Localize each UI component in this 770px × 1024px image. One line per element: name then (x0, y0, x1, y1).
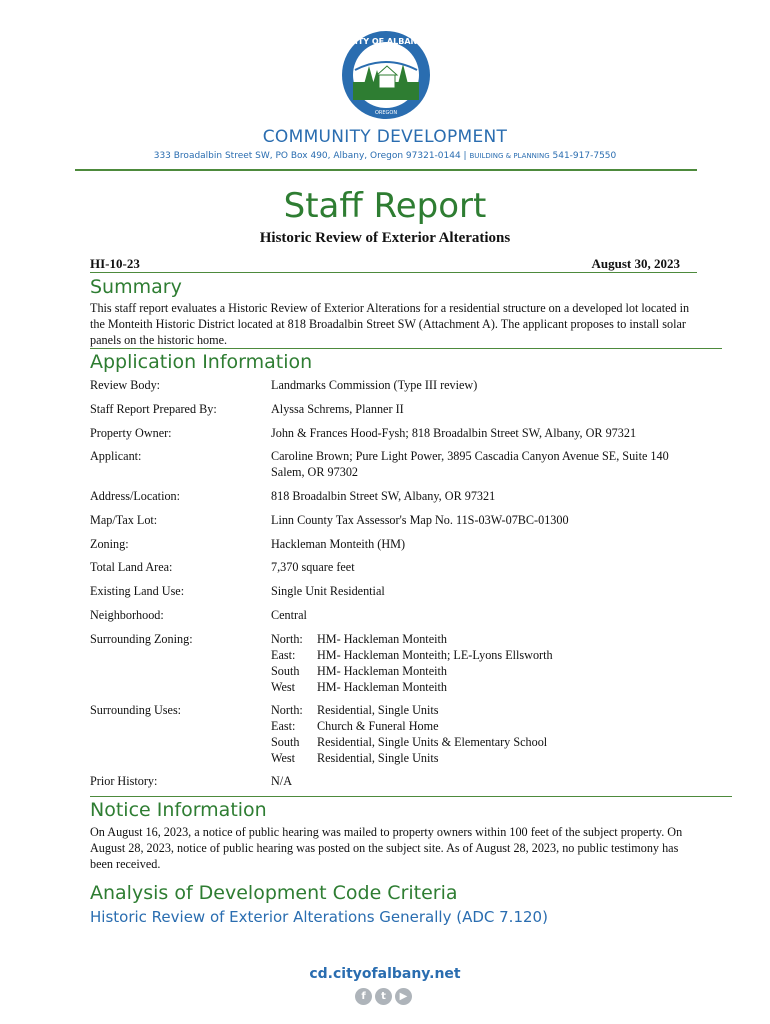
info-label: Surrounding Uses: (90, 703, 182, 717)
analysis-heading: Analysis of Development Code Criteria (90, 882, 458, 904)
info-value: Alyssa Schrems, Planner II (271, 402, 404, 416)
info-value (271, 631, 691, 695)
summary-heading: Summary (90, 276, 182, 298)
report-date: August 30, 2023 (591, 256, 680, 271)
info-label: Staff Report Prepared By: (90, 402, 217, 416)
notice-heading: Notice Information (90, 799, 267, 821)
address-small: BUILDING & PLANNING (469, 152, 550, 160)
info-value: Hackleman Monteith (HM) (271, 537, 406, 551)
info-label: Zoning: (90, 537, 129, 551)
summary-text: This staff report evaluates a Historic Review of Exterior Alterations for a residential structure on a developed lot located in the Monteith Historic District located at 818 Broadalbin Street SW (Attachment A). The applicant proposes to install solar panels on the historic home. (90, 301, 690, 347)
info-value: Central (271, 608, 307, 622)
summary-divider (90, 348, 722, 349)
info-value (271, 702, 691, 766)
seal-top-text: CITY OF ALBANY (349, 37, 423, 46)
notice-text: On August 16, 2023, a notice of public hearing was mailed to property owners within 100 feet of the subject property. On August 28, 2023, notice of public hearing was posted on the subject site. As of August 28, 2023, no public testimony has been received. (90, 825, 683, 871)
phone-number: 541-917-7550 (549, 151, 617, 161)
zoning-east: East: HM- Hackleman Monteith; LE-Lyons Ellsworth (271, 648, 553, 662)
info-value: N/A (271, 774, 292, 788)
info-value: 7,370 square feet (271, 560, 355, 574)
footer-website-link[interactable]: cd.cityofalbany.net (309, 966, 461, 982)
info-value: 818 Broadalbin Street SW, Albany, OR 97321 (271, 489, 496, 503)
seal-bottom-text: OREGON (374, 110, 398, 116)
address-main: 333 Broadalbin Street SW, PO Box 490, Albany, Oregon 97321-0144 | (153, 151, 470, 161)
info-label: Surrounding Zoning: (90, 632, 193, 646)
info-label: Existing Land Use: (90, 584, 185, 598)
case-number: HI-10-23 (90, 256, 140, 271)
header-divider (75, 169, 697, 171)
youtube-icon[interactable]: ▶ (395, 988, 412, 1005)
info-value: John & Frances Hood-Fysh; 818 Broadalbin Street SW, Albany, OR 97321 (271, 426, 637, 440)
info-label: Review Body: (90, 378, 161, 392)
info-label: Map/Tax Lot: (90, 513, 158, 527)
analysis-subheading: Historic Review of Exterior Alterations Generally (ADC 7.120) (90, 908, 548, 926)
title-divider (90, 272, 697, 273)
zoning-north: North: HM- Hackleman Monteith (271, 632, 447, 646)
info-value: Single Unit Residential (271, 584, 385, 598)
uses-east: East: Church & Funeral Home (271, 719, 439, 733)
info-value: Landmarks Commission (Type III review) (271, 378, 478, 392)
zoning-south: South HM- Hackleman Monteith (271, 664, 447, 678)
uses-north: North: Residential, Single Units (271, 703, 439, 717)
zoning-west: West HM- Hackleman Monteith (271, 680, 447, 694)
report-title: Staff Report (283, 186, 487, 226)
info-label: Neighborhood: (90, 608, 164, 622)
info-value: Caroline Brown; Pure Light Power, 3895 Cascadia Canyon Avenue SE, Suite 140 Salem, OR 97302 (271, 449, 669, 479)
info-label: Address/Location: (90, 489, 181, 503)
facebook-icon[interactable]: f (355, 988, 372, 1005)
info-label: Property Owner: (90, 426, 172, 440)
uses-south: South Residential, Single Units & Elementary School (271, 735, 548, 749)
social-links (355, 988, 415, 1006)
department-address (0, 151, 770, 161)
twitter-icon[interactable]: t (375, 988, 392, 1005)
application-divider (90, 796, 732, 797)
info-value: Linn County Tax Assessor's Map No. 11S-03W-07BC-01300 (271, 513, 569, 527)
uses-west: West Residential, Single Units (271, 751, 439, 765)
info-label: Applicant: (90, 449, 142, 463)
report-subtitle: Historic Review of Exterior Alterations (259, 230, 511, 246)
application-heading: Application Information (90, 351, 313, 373)
info-label: Total Land Area: (90, 560, 173, 574)
department-name: COMMUNITY DEVELOPMENT (262, 127, 508, 147)
city-seal-logo (341, 30, 431, 120)
info-label: Prior History: (90, 774, 158, 788)
